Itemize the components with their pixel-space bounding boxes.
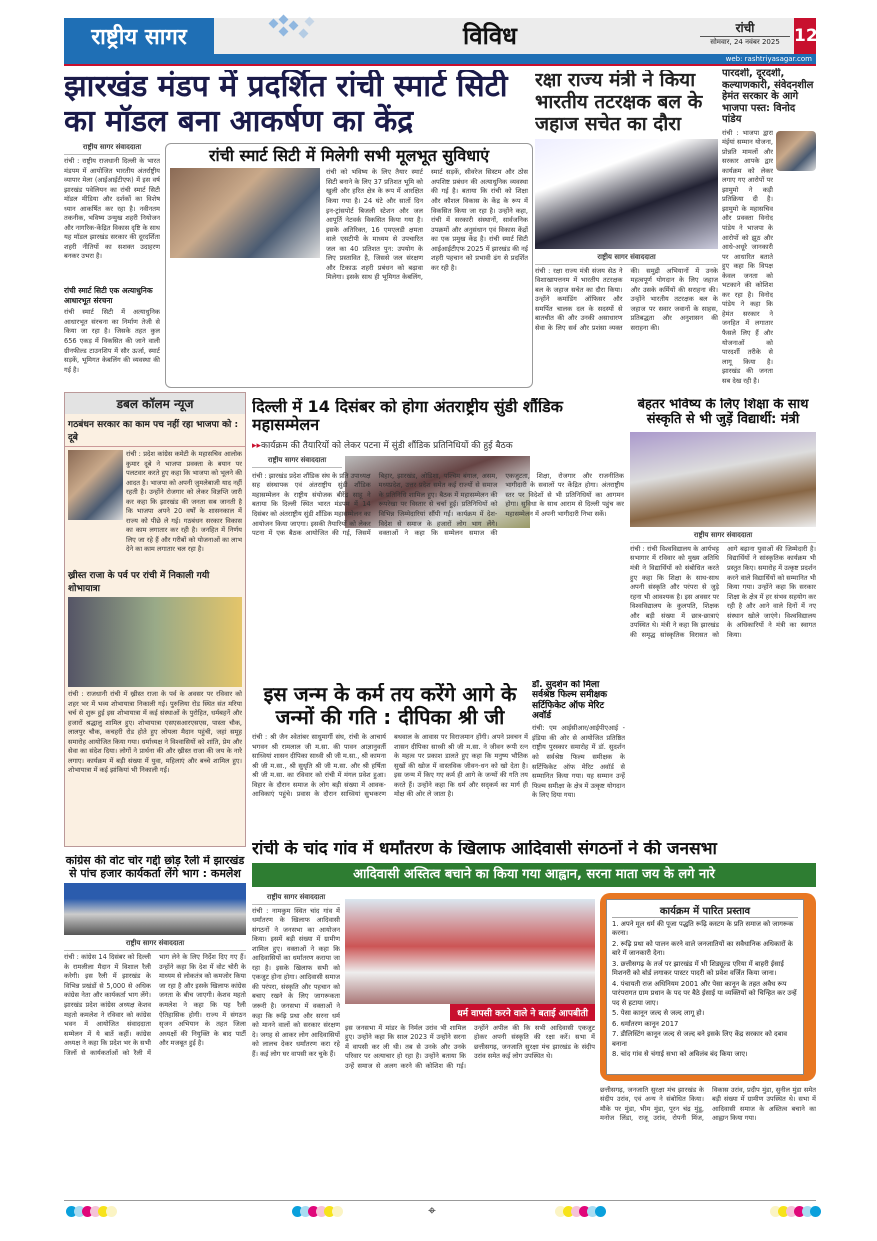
color-dot (106, 1206, 117, 1217)
article-body: इस जनसभा में मांडर के निर्मल उरांव भी शामिल हुए। उन्होंने कहा कि साल 2023 में उन्होंने सरना में वापसी कर ली थी। तब से उनके और उनके परिवार पर अत्याचार हो रहा है। उन्होंने बताया कि उन्हें समाज से अलग करने की कोशिश की गई। उन्होंने अपील की कि सभी आदिवासी एकजुट होकर अपनी संस्कृति की रक्षा करें। सभा में छत्तीसगढ़, जनजाति सुरक्षा मंच झारखंड के संदीप उरांव समेत कई लोग उपस्थित थे। (345, 1023, 595, 1070)
resolutions-box (606, 899, 804, 1075)
smart-city-box (165, 143, 533, 388)
article-body: रांची : प्रदेश कांग्रेस कमेटी के महासचिव आलोक कुमार दूबे ने भाजपा प्रवक्ता के बयान पर पलटवार करते हुए कहा कि भाजपा को भूलने की आदत है। भाजपा को अपनी जुमलेबाजी याद नहीं रहती है। उन्होंने रोजगार को लेकर विज्ञप्ति जारी कर कहा कि झारखंड की जनता सब जानती है कि भाजपा अपने 20 वर्षों के शासनकाल में राज्य को पीछे ले गई। गठबंधन सरकार विकास का काम लगातार कर रही है। जनहित में निर्णय लिए जा रहे हैं और गरीबों को योजनाओं का लाभ देने का काम लगातार चल रहा है। (126, 450, 242, 554)
sundi-headline: दिल्ली में 14 दिसंबर को होगा अंतराष्ट्रीय सुंडी शौंडिक महासम्मेलन (252, 398, 563, 435)
article-body: रांची : रांची विश्वविद्यालय के आर्यभट्ट सभागार में रविवार को मुख्य अतिथि मंत्री ने विद्यार्थियों को संबोधित करते हुए कहा कि शिक्षा के साथ-साथ अपनी संस्कृति और परंपरा से जुड़े रहना भी आवश्यक है। इस अवसर पर विश्वविद्यालय के कुलपति, शिक्षक और बड़ी संख्या में छात्र-छात्राएं उपस्थित थे। मंत्री ने कहा कि झारखंड की समृद्ध सांस्कृतिक विरासत को आगे बढ़ाना युवाओं की जिम्मेदारी है। विद्यार्थियों ने सांस्कृतिक कार्यक्रम भी प्रस्तुत किए। समारोह में उत्कृष्ट प्रदर्शन करने वाले विद्यार्थियों को सम्मानित भी किया गया। उन्होंने कहा कि सरकार शिक्षा के क्षेत्र में हर संभव सहयोग कर रही है और आने वाले दिनों में नए संस्थान खोले जाएंगे। विश्वविद्यालय के अधिकारियों ने मंत्री का स्वागत किया। (630, 544, 816, 639)
article-body: छत्तीसगढ़, जनजाति सुरक्षा मंच झारखंड के संदीप उरांव, एवं अन्य ने संबोधित किया। मौके पर मुंडा, भीम मुंडा, पूरन चंद्र मुंडू, मनोज लिंडा, राजू उरांव, रोपनी मिंज, विकास उरांव, प्रदीप मुंडा, सुनील मुंडा समेत बड़ी संख्या में ग्रामीण उपस्थित थे। सभा में आदिवासी समाज के अस्तित्व बचाने का आह्वान किया गया। (600, 1085, 816, 1123)
navy-section (535, 70, 718, 385)
byline: राष्ट्रीय सागर संवाददाता (64, 143, 160, 155)
sundi-section (252, 398, 624, 676)
sabha-content (252, 893, 816, 1195)
smart-city-model-photo (170, 168, 320, 258)
resolution-item: 8. चांद गांव से चंगाई सभा को अविलंब बंद किया जाए। (612, 1050, 748, 1059)
sundi-subhead (252, 438, 624, 451)
sundi-article-col1 (252, 456, 342, 470)
registration-crosshair-icon: ⌖ (428, 1203, 436, 1219)
public-meeting-photo (345, 899, 595, 1004)
article-body: रांची : भाजपा द्वारा मंईयां सम्मान योजना, प्रोन्नति मामलों और सरकार आपके द्वार कार्यक्रम को लेकर लगाए गए आरोपों पर झामुमो ने कड़ी प्रतिक्रिया दी है। झामुमो के महासचिव और प्रवक्ता विनोद पांडेय ने भाजपा के आरोपों को झूठ और आधे-अधूरे जानकारी पर आधारित बताते हुए कहा कि विपक्ष केवल जनता को भटकाने की कोशिश कर रहा है। विनोद पांडेय ने कहा कि हेमंत सरकार ने जनहित में लगातार फैसले लिए हैं और योजनाओं को पारदर्शी तरीके से लागू किया है। झारखंड की जनता सब देख रही है। (722, 128, 773, 385)
resolutions-title: कार्यक्रम में पारित प्रस्ताव (612, 903, 798, 918)
vinod-pandey-photo (776, 131, 816, 171)
arrow-icon: ▸▸ (252, 440, 262, 451)
congress-section (64, 855, 246, 1195)
byline: राष्ट्रीय सागर संवाददाता (252, 893, 340, 905)
press-conference-photo (64, 883, 246, 935)
news-headline: ख्रीस्त राजा के पर्व पर रांची में निकाली गयी शोभायात्रा (68, 571, 210, 594)
article-body: रांची : राजधानी रांची में ख्रीस्त राजा के पर्व के अवसर पर रविवार को शहर भर में भव्य शोभायात्रा निकाली गई। पुरुलिया रोड स्थित संत मरिया चर्च से शुरू हुई इस शोभायात्रा में कई संस्थाओं के पुरोहित, धर्मबहनें और हजारों श्रद्धालु शामिल हुए। शोभायात्रा एसएसआरएसएस, पास्ता चौक, लालपुर चौक, कचहरी रोड होते हुए लोयला मैदान पहुंची, जहां समूह समारोह आयोजित किया गया। धर्माध्यक्ष ने विश्वासियों को शांति, प्रेम और सेवा का संदेश दिया। लोगों ने प्रार्थना की और ख्रीस्त राजा की जय के नारे लगाए। कार्यक्रम में बड़ी संख्या में युवा, महिलाएं और बच्चे शामिल हुए। शोभायात्रा में कई झांकियां भी निकाली गईं। (68, 690, 242, 775)
color-dot (810, 1206, 821, 1217)
diamond-pattern-icon (270, 16, 320, 46)
byline: राष्ट्रीय सागर संवाददाता (252, 456, 342, 468)
lead-section (64, 70, 534, 388)
award-headline: डॉ. सुदर्शन को मिला सर्वश्रेष्ठ फिल्म समीक्षक सर्टिफिकेट ऑफ मेरिट अवॉर्ड (532, 680, 608, 722)
news-headline: गठबंधन सरकार का काम पच नहीं रहा भाजपा को : दूबे (65, 414, 245, 447)
edition-city: रांची (700, 19, 790, 37)
resolution-item: 6. धर्मांतरण कानून 2017 (612, 1019, 679, 1028)
resolution-item: 4. पंचायती राज अधिनियम 2001 और पेसा कानून के तहत अवैध रूप पारंपरागत ग्राम प्रधान के पद पर बैठे ईसाई या व्यक्तियों को चिन्हित कर उन्हें पद से हटाया जाए। (612, 979, 797, 1007)
color-dot (595, 1206, 606, 1217)
sabha-article (252, 893, 340, 1195)
lead-content (64, 143, 534, 388)
sundi-content (252, 456, 624, 676)
article-body: रांची : नामकुम स्थित चांद गांव में धर्मांतरण के खिलाफ आदिवासी संगठनों ने जनसभा का आयोजन किया। इसमें बड़ी संख्या में ग्रामीण शामिल हुए। वक्ताओं ने कहा कि आदिवासियों का धर्मांतरण कराया जा रहा है। इसके खिलाफ सभी को एकजुट होना होगा। आदिवासी समाज की परंपरा, संस्कृति और पहचान को बचाए रखने के लिए जागरूकता जरूरी है। जनसभा में वक्ताओं ने कहा कि रूढ़ि प्रथा और सरना धर्म को मानने वालों को सरकार संरक्षण दे। जगह से आकर लोग आदिवासियों को लालच देकर धर्मांतरण करा रहे हैं। कई लोग घर वापसी कर चुके हैं। (252, 906, 340, 1058)
byline: राष्ट्रीय सागर संवाददाता (535, 253, 718, 265)
deepika-headline: इस जन्म के कर्म तय करेंगे आगे के जन्मों की गति : दीपिका श्री जी (263, 683, 517, 729)
jmm-headline: पारदर्शी, दूरदर्शी, कल्याणकारी, संवेदनशील हेमंत सरकार के आगे भाजपा पस्त: विनोद पांडेय (722, 68, 814, 125)
lead-headline: झारखंड मंडप में प्रदर्शित रांची स्मार्ट सिटी का मॉडल बना आकर्षण का केंद्र (64, 70, 508, 139)
navy-headline: रक्षा राज्य मंत्री ने किया भारतीय तटरक्षक बल के जहाज सचेत का दौरा (535, 70, 703, 135)
congress-headline: कांग्रेस की वोट चोर गद्दी छोड़ रैली में झारखंड से पांच हजार कार्यकर्ता लेंगे भाग : कमलेश (65, 855, 245, 880)
photo-caption: धर्म वापसी करने वाले ने बताई आपबीती (450, 1004, 595, 1021)
jmm-article (722, 68, 816, 386)
award-article (532, 680, 625, 830)
newspaper-logo: राष्ट्रीय सागर (64, 18, 214, 54)
article-body: रांची : कांग्रेस 14 दिसंबर को दिल्ली के रामलीला मैदान में विशाल रैली करेगी। इस रैली में झारखंड के विभिन्न प्रखंडों से 5,000 से अधिक कांग्रेस नेता और कार्यकर्ता भाग लेंगे। झारखंड प्रदेश कांग्रेस अध्यक्ष केशव महतो कमलेश ने रविवार को कांग्रेस भवन में आयोजित संवाददाता सम्मेलन में ये बातें कहीं। कांग्रेस अध्यक्ष ने कहा कि प्रदेश भर के सभी जिलों से कार्यकर्ताओं को रैली में भाग लेने के लिए निर्देश दिए गए हैं। उन्होंने कहा कि देश में वोट चोरी के माध्यम से लोकतंत्र को कमजोर किया जा रहा है और इसके खिलाफ कांग्रेस जनता के बीच जाएगी। केशव महतो कमलेश ने कहा कि यह रैली ऐतिहासिक होगी। राज्य में संगठन सृजन अभियान के तहत जिला अध्यक्षों की नियुक्ति के बाद पार्टी और मजबूत हुई है। (64, 953, 246, 1057)
resolution-item: 1. अपने मूल धर्म की पूजा पद्धति रूढ़ि कस्टम के प्रति समाज को जागरूक करना। (612, 919, 794, 938)
deepika-section (252, 683, 528, 833)
page-number: 12 (794, 18, 816, 54)
article-body: रांची स्मार्ट सिटी में अत्याधुनिक आधारभूत संरचना का निर्माण तेजी से किया जा रहा है। जिसके तहत कुल 656 एकड़ में विकसित की जाने वाली ग्रीनफील्ड टाउनशिप में सौर ऊर्जा, स्मार्ट सड़कें, भूमिगत केबलिंग की व्यवस्था की गई है। (64, 308, 160, 374)
section-label: डबल कॉलम न्यूज (65, 393, 245, 414)
subhead-text: कार्यक्रम की तैयारियों को लेकर पटना में सुंडी शौंडिक प्रतिनिधियों की हुई बैठक (261, 440, 513, 451)
box-content (170, 168, 528, 384)
byline: राष्ट्रीय सागर संवाददाता (630, 531, 816, 543)
article-body: रांची : झारखंड प्रदेश शौंडिक संघ के प्रति उपाध्यक्ष सह संस्थापक एवं अंतराष्ट्रीय सुंडी शौंडिक महासम्मेलन के राष्ट्रीय संयोजक बीरेंद्र साहू ने बताया कि दिल्ली स्थित भारत मंडपम में 14 दिसंबर को अंतराष्ट्रीय सुंडी शौंडिक महासम्मेलन का आयोजन किया जाएगा। इसकी तैयारियों को लेकर पटना में एक बैठक आयोजित की गई, जिसमें बिहार, झारखंड, ओडिशा, पश्चिम बंगाल, असम, मध्यप्रदेश, उत्तर प्रदेश समेत कई राज्यों से समाज के प्रतिनिधि शामिल हुए। बैठक में महासम्मेलन की रूपरेखा पर विस्तार से चर्चा हुई। प्रतिनिधियों को विभिन्न जिम्मेदारियां सौंपी गईं। कार्यक्रम में देश-विदेश से समाज के हजारों लोग भाग लेंगे। वक्ताओं ने कहा कि सम्मेलन समाज की एकजुटता, शिक्षा, रोजगार और राजनीतिक भागीदारी के सवालों पर केंद्रित होगा। अंतराष्ट्रीय स्तर पर विदेशों से भी प्रतिनिधियों का आगमन होगा। सुविधा के साथ आराम से दिल्ली पहुंच कर महासम्मेलन में अपनी भागीदारी निभा सकें। (252, 471, 624, 538)
edu-headline: बेहतर भविष्य के लिए शिक्षा के साथ संस्कृति से भी जुड़ें विद्यार्थी: मंत्री (637, 398, 809, 427)
article-body: रांची : श्री जैन श्वेतांबर साधुमार्गी संघ, रांची के आचार्य भगवन श्री रामलाल जी म.सा. की पावन आज्ञानुवर्ती साध्वियां शासन दीपिका साध्वी श्री जी म.सा., श्री कामना श्री जी म.सा., श्री सुधृति श्री जी म.सा. और श्री हर्षिता श्री जी म.सा. का रविवार को रांची में मंगल प्रवेश हुआ। विहार के दौरान समाज के लोग बड़ी संख्या में आवक-आविकाएं पहुंचे। प्रवास के दौरान साध्वियां सुभकरण बथवाल के आवास पर विराजमान होंगी। अपने प्रवचन में शासन दीपिका साध्वी श्री जी म.सा. ने जीवन रूपी रत्न के महत्व पर प्रकाश डालते हुए कहा कि मनुष्य भौतिक सुखों की खोज में वास्तविक जीवन-धन को खो देता है। इस जन्म में किए गए कर्म ही आगे के जन्मों की गति तय करते हैं। उन्होंने कहा कि धर्म और सद्कर्म का मार्ग ही मोक्ष की ओर ले जाता है। (252, 733, 528, 799)
alok-dubey-photo (68, 450, 123, 520)
box-headline: रांची स्मार्ट सिटी में मिलेगी सभी मूलभूत सुविधाएं (208, 146, 490, 165)
resolution-item: 7. डीलिस्टिंग कानून जल्द से जल्द बने इसके लिए केंद्र सरकार को दबाव बनाना (612, 1030, 788, 1048)
article-body: रांची : राष्ट्रीय राजधानी दिल्ली के भारत मंडपम में आयोजित भारतीय अंतर्राष्ट्रीय व्यापार मेला (आईआईटीएफ) में इस वर्ष झारखंड पवेलियन का रांची स्मार्ट सिटी मॉडल मीडिया और दर्शकों का विशेष ध्यान आकर्षित कर रहा है। नवीनतम तकनीक, भविष्य उन्मुख शहरी नियोजन और नागरिक-केंद्रित विकास दृष्टि के साथ यह मॉडल झारखंड सरकार की दूरदर्शिता शहरी नीतियों का सशक्त उदाहरण बनकर उभरा है। (64, 157, 160, 261)
education-event-photo (630, 432, 816, 527)
lead-article (64, 143, 160, 388)
byline: राष्ट्रीय सागर संवाददाता (64, 939, 246, 951)
issue-date: सोमवार, 24 नवंबर 2025 (710, 38, 780, 46)
sabha-banner: आदिवासी अस्तित्व बचाने का किया गया आह्वान, सरना माता जय के लगे नारे (252, 863, 816, 887)
color-dot (332, 1206, 343, 1217)
minister-ship-photo (535, 139, 718, 249)
resolution-item: 2. रूढ़ि प्रथा को पालन करने वाले जनजातियों का सवैधानिक अधिकारों के बारे में जानकारी देना। (612, 939, 793, 958)
website-link[interactable]: web: rashtriyasagar.com (64, 54, 816, 66)
resolution-item: 5. पेसा कानून जल्द से जल्द लागू हो। (612, 1009, 705, 1018)
resolution-item: 3. छत्तीसगढ़ के तर्ज पर झारखंड में भी शिड्यूल्ड एरिया में बाहरी ईसाई मिशनरी को बोर्ड लगाकर पास्टर पादरी को प्रवेश वर्जित किया जाना। (612, 959, 784, 978)
article-body: रांची: एम आईसीआर/आईपीएआई - इंडिया की ओर से आयोजित प्रतिष्ठित राष्ट्रीय पुरस्कार समारोह में डॉ. सुदर्शन को सर्वश्रेष्ठ फिल्म समीक्षक के सर्टिफिकेट ऑफ मेरिट अवॉर्ड से सम्मानित किया गया। यह सम्मान उन्हें फिल्म समीक्षा के क्षेत्र में उत्कृष्ट योगदान के लिए दिया गया। (532, 724, 625, 800)
footer-rule (64, 1200, 816, 1201)
sabha-headline: रांची के चांद गांव में धर्मांतरण के खिलाफ आदिवासी संगठनों ने की जनसभा (252, 840, 717, 859)
section-title: विविध (463, 22, 517, 50)
edu-section (630, 398, 816, 830)
box-body: रांची को भविष्य के लिए तैयार स्मार्ट सिटी बनाने के लिए 37 प्रतिशत भूमि को खुली और हरित क्षेत्र के रूप में आरक्षित किया गया है। 24 घंटे और सातों दिन इन-ट्रांसपोर्ट बिजली स्टेशन और जल आपूर्ति नेटवर्क विकसित किया गया है। इसके अतिरिक्त, 16 एमएलडी क्षमता वाले एसटीपी के माध्यम से उपचारित जल का 40 प्रतिशत पुन: उपयोग के लिए प्रस्तावित है, जिससे जल संरक्षण और टिकाऊ शहरी प्रबंधन को बढ़ावा मिलेगा। इसके साथ ही भूमिगत केबलिंग, स्मार्ट सड़कें, सीवरेज सिस्टम और ठोस अपशिष्ट प्रबंधन की अत्याधुनिक व्यवस्था की गई है। बताया कि रांची को शिक्षा और कौशल विकास के केंद्र के रूप में विकसित किया जा रहा है। उन्होंने कहा, रांची में सरकारी संस्थानों, सार्वजनिक उपक्रमों और अनुसंधान एवं विकास केंद्रों का एक प्रमुख केंद्र है। रांची स्मार्ट सिटी आईआईटीएफ 2025 में झारखंड की नई शहरी पहचान को प्रभावी ढंग से प्रदर्शित कर रही है। (326, 168, 528, 282)
double-column-news (64, 392, 246, 847)
procession-photo (68, 597, 242, 687)
subheading: रांची स्मार्ट सिटी एक अत्याधुनिक आधारभूत संरचना (64, 286, 153, 306)
article-body: रांची : रक्षा राज्य मंत्री संजय सेठ ने विशाखापत्तनम में भारतीय तटरक्षक बल के जहाज सचेत का दौरा किया। उन्होंने कमांडिंग ऑफिसर और समर्पित चालक दल के सदस्यों से बातचीत की और उनकी असाधारण सेवा के लिए सर्व और प्रशंसा व्यक्त की। समुद्री अभियानों में उनके महत्वपूर्ण योगदान के लिए जहाज और उसके कर्मियों की सराहना की। उन्होंने भारतीय तटरक्षक बल के जहाज पर सवार जवानों के साहस, प्रतिबद्धता और अनुशासन की सराहना की। (535, 266, 718, 332)
sabha-section (252, 840, 816, 1195)
resolutions-list (612, 920, 798, 1060)
